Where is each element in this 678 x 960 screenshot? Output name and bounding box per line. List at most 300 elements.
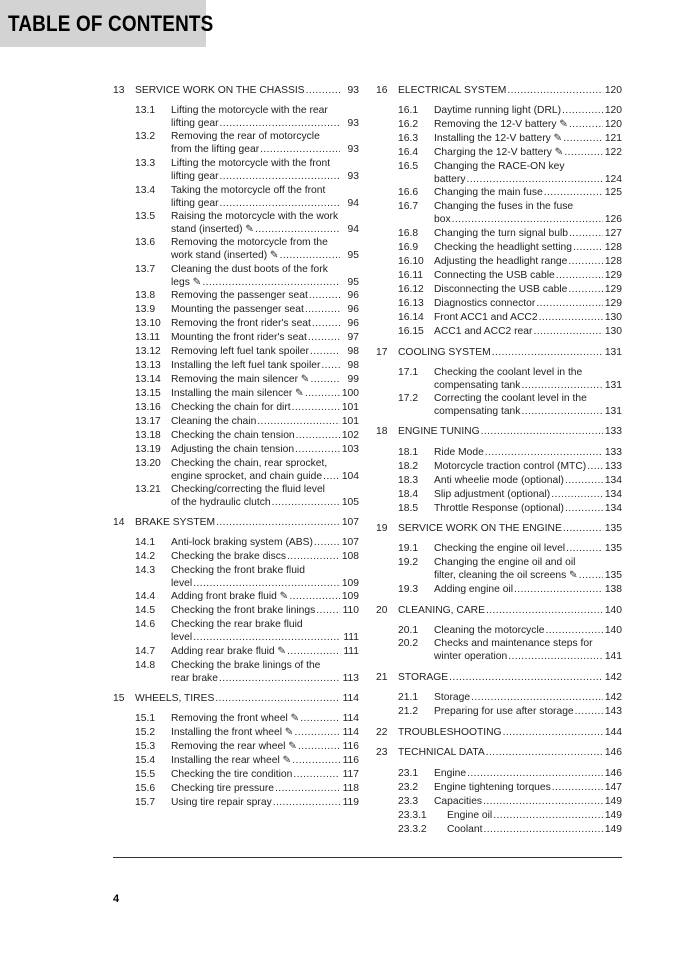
toc-dot-leader — [545, 625, 603, 637]
toc-entry-title: Using tire repair spray — [171, 797, 272, 808]
toc-dot-leader — [514, 584, 603, 596]
toc-entry-number: 21 — [376, 672, 388, 683]
toc-entry-title: COOLING SYSTEM — [398, 347, 491, 358]
toc-dot-leader — [544, 187, 603, 199]
toc-entry-number: 16.11 — [398, 270, 424, 281]
toc-page-number: 133 — [604, 426, 622, 437]
toc-entry-number: 23.2 — [398, 782, 419, 793]
toc-entry-title: Coolant — [447, 824, 483, 835]
toc-entry-number: 14.5 — [135, 605, 156, 616]
toc-dot-leader — [539, 312, 603, 324]
toc-dot-leader — [449, 672, 603, 684]
toc-entry-title: STORAGE — [398, 672, 449, 683]
toc-dot-leader — [216, 517, 340, 529]
toc-entry-title: Checking the coolant level in the — [434, 367, 583, 378]
toc-dot-leader — [481, 426, 603, 438]
toc-entry-title: lifting gear — [171, 198, 219, 209]
toc-entry-number: 13.3 — [135, 158, 156, 169]
toc-entry-number: 13.21 — [135, 484, 161, 495]
toc-entry-title: WHEELS, TIRES — [135, 693, 215, 704]
toc-entry-title: Checking the chain for dirt — [171, 402, 291, 413]
toc-page-number: 140 — [604, 625, 622, 636]
toc-entry-number: 13.7 — [135, 264, 156, 275]
toc-entry-number: 18.2 — [398, 461, 419, 472]
toc-page-number: 118 — [342, 783, 359, 794]
toc-entry-title: Changing the turn signal bulb — [434, 228, 568, 239]
toc-entry-number: 18.4 — [398, 489, 419, 500]
toc-entry-number: 17.1 — [398, 367, 419, 378]
toc-dot-leader — [273, 797, 340, 809]
toc-entry-title: ELECTRICAL SYSTEM — [398, 85, 507, 96]
toc-entry-title: Mounting the front rider's seat — [171, 332, 307, 343]
toc-page-number: 101 — [341, 416, 359, 427]
toc-entry-title: Installing the left fuel tank spoiler — [171, 360, 321, 371]
toc-dot-leader — [260, 144, 340, 156]
toc-entry-title: Adding front brake fluid ✎ — [171, 591, 289, 602]
toc-page-number: 127 — [604, 228, 622, 239]
toc-page-number: 120 — [604, 85, 622, 96]
toc-entry-title: Cleaning the dust boots of the fork — [171, 264, 328, 275]
toc-entry-title: Slip adjustment (optional) — [434, 489, 551, 500]
toc-entry-title: Removing the front rider's seat — [171, 318, 311, 329]
toc-entry-number: 13.9 — [135, 304, 156, 315]
toc-dot-leader — [563, 523, 603, 535]
toc-entry-number: 14.6 — [135, 619, 156, 630]
toc-page-number: 96 — [347, 290, 359, 301]
toc-entry-title: lifting gear — [171, 118, 219, 129]
toc-dot-leader — [272, 497, 340, 509]
toc-entry-number: 23.3.1 — [398, 810, 427, 821]
toc-entry-title: Checking/correcting the fluid level — [171, 484, 325, 495]
toc-page-number: 135 — [604, 570, 622, 581]
toc-dot-leader — [311, 374, 340, 386]
toc-entry-title: Removing the front wheel ✎ — [171, 713, 300, 724]
toc-page-number: 122 — [604, 147, 622, 158]
toc-entry-title: Removing the rear of motorcycle — [171, 131, 320, 142]
toc-entry-title: CLEANING, CARE — [398, 605, 485, 616]
toc-page-number: 128 — [604, 256, 622, 267]
toc-dot-leader — [310, 346, 340, 358]
toc-entry-title: Removing the rear wheel ✎ — [171, 741, 297, 752]
toc-entry-title: Changing the engine oil and oil — [434, 557, 576, 568]
toc-dot-leader — [300, 713, 340, 725]
toc-entry-title: Disconnecting the USB cable — [434, 284, 568, 295]
toc-entry-title: Taking the motorcycle off the front — [171, 185, 326, 196]
toc-entry-title: Adjusting the headlight range — [434, 256, 568, 267]
toc-entry-number: 16.13 — [398, 298, 424, 309]
toc-dot-leader — [193, 578, 340, 590]
toc-entry-number: 13.1 — [135, 105, 156, 116]
toc-page-number: 104 — [341, 471, 359, 482]
toc-dot-leader — [486, 747, 603, 759]
toc-entry-number: 14.2 — [135, 551, 156, 562]
toc-dot-leader — [220, 198, 340, 210]
toc-page-number: 134 — [604, 489, 622, 500]
toc-dot-leader — [280, 250, 340, 262]
toc-entry-title: Adding engine oil — [434, 584, 514, 595]
toc-page-number: 126 — [604, 214, 622, 225]
toc-dot-leader — [220, 171, 340, 183]
toc-entry-number: 13.8 — [135, 290, 156, 301]
toc-entry-title: level — [171, 578, 193, 589]
toc-page-number: 138 — [604, 584, 622, 595]
toc-page-number: 147 — [604, 782, 622, 793]
toc-dot-leader — [296, 430, 340, 442]
page-number: 4 — [113, 893, 120, 905]
toc-dot-leader — [551, 489, 603, 501]
toc-entry-number: 15 — [113, 693, 125, 704]
toc-dot-leader — [220, 118, 340, 130]
toc-page-number: 134 — [604, 503, 622, 514]
toc-page-number: 114 — [342, 713, 359, 724]
toc-dot-leader — [568, 256, 603, 268]
toc-page-number: 96 — [347, 318, 359, 329]
toc-entry-number: 14.4 — [135, 591, 156, 602]
toc-dot-leader — [564, 147, 603, 159]
toc-page-number: 93 — [347, 118, 359, 129]
toc-entry-number: 20.2 — [398, 638, 419, 649]
toc-entry-number: 16.12 — [398, 284, 424, 295]
toc-dot-leader — [573, 242, 603, 254]
toc-page-number: 97 — [347, 332, 359, 343]
toc-dot-leader — [485, 447, 603, 459]
toc-entry-title: Installing the 12-V battery ✎ — [434, 133, 563, 144]
toc-entry-number: 19.3 — [398, 584, 419, 595]
toc-entry-number: 22 — [376, 727, 388, 738]
toc-entry-number: 14.8 — [135, 660, 156, 671]
toc-dot-leader — [306, 85, 340, 97]
toc-dot-leader — [493, 810, 603, 822]
toc-dot-leader — [484, 824, 604, 836]
toc-entry-title: ACC1 and ACC2 rear — [434, 326, 533, 337]
toc-entry-number: 14.3 — [135, 565, 156, 576]
toc-dot-leader — [292, 755, 340, 767]
toc-entry-title: Installing the front wheel ✎ — [171, 727, 294, 738]
toc-entry-title: Diagnostics connector — [434, 298, 536, 309]
toc-page-number: 98 — [347, 346, 359, 357]
toc-page-number: 110 — [342, 605, 359, 616]
toc-page-number: 149 — [604, 824, 622, 835]
toc-page-number: 121 — [604, 133, 622, 144]
toc-entry-title: Ride Mode — [434, 447, 484, 458]
toc-entry-number: 13.12 — [135, 346, 161, 357]
toc-entry-number: 16 — [376, 85, 388, 96]
toc-entry-number: 14 — [113, 517, 125, 528]
toc-dot-leader — [471, 692, 603, 704]
toc-dot-leader — [309, 290, 340, 302]
toc-entry-title: SERVICE WORK ON THE ENGINE — [398, 523, 562, 534]
toc-entry-number: 13.10 — [135, 318, 161, 329]
toc-entry-title: ENGINE TUNING — [398, 426, 480, 437]
toc-dot-leader — [562, 105, 603, 117]
toc-page-number: 109 — [341, 591, 359, 602]
toc-entry-number: 14.1 — [135, 537, 156, 548]
toc-entry-number: 16.6 — [398, 187, 419, 198]
toc-page-number: 142 — [604, 672, 622, 683]
toc-page-number: 107 — [341, 517, 359, 528]
page-title: TABLE OF CONTENTS — [8, 11, 214, 36]
toc-page-number: 146 — [604, 747, 622, 758]
toc-entry-title: Adding rear brake fluid ✎ — [171, 646, 287, 657]
toc-entry-title: Engine — [434, 768, 467, 779]
toc-entry-title: Daytime running light (DRL) — [434, 105, 562, 116]
toc-page-number: 149 — [604, 810, 622, 821]
toc-dot-leader — [219, 673, 340, 685]
toc-entry-title: Checking the front brake linings — [171, 605, 316, 616]
toc-dot-leader — [492, 347, 603, 359]
toc-dot-leader — [486, 605, 603, 617]
toc-page-number: 142 — [604, 692, 622, 703]
toc-entry-title: Changing the RACE-ON key — [434, 161, 565, 172]
toc-entry-title: SERVICE WORK ON THE CHASSIS — [135, 85, 305, 96]
toc-dot-leader — [292, 402, 340, 414]
toc-entry-number: 18.3 — [398, 475, 419, 486]
toc-dot-leader — [308, 332, 340, 344]
toc-dot-leader — [257, 416, 340, 428]
toc-page-number: 101 — [341, 402, 359, 413]
toc-entry-title: compensating tank — [434, 406, 521, 417]
toc-dot-leader — [298, 741, 340, 753]
toc-entry-title: Checking the chain tension — [171, 430, 295, 441]
toc-entry-title: Preparing for use after storage — [434, 706, 574, 717]
toc-entry-title: legs ✎ — [171, 277, 202, 288]
toc-entry-number: 13 — [113, 85, 125, 96]
toc-page-number: 135 — [604, 543, 622, 554]
toc-dot-leader — [452, 214, 603, 226]
toc-entry-number: 15.3 — [135, 741, 156, 752]
toc-entry-title: battery — [434, 174, 466, 185]
toc-entry-number: 16.1 — [398, 105, 419, 116]
toc-page-number: 108 — [341, 551, 359, 562]
toc-entry-title: Engine oil — [447, 810, 493, 821]
toc-dot-leader — [312, 318, 340, 330]
toc-page-number: 100 — [341, 388, 359, 399]
toc-page-number: 141 — [604, 651, 622, 662]
toc-dot-leader — [275, 783, 340, 795]
toc-entry-title: Checking the brake discs — [171, 551, 287, 562]
toc-entry-title: box — [434, 214, 451, 225]
toc-dot-leader — [556, 270, 603, 282]
toc-entry-title: Checking the brake linings of the — [171, 660, 321, 671]
toc-entry-number: 15.1 — [135, 713, 156, 724]
toc-entry-number: 18.5 — [398, 503, 419, 514]
toc-entry-number: 16.10 — [398, 256, 424, 267]
toc-entry-number: 13.2 — [135, 131, 156, 142]
toc-dot-leader — [563, 133, 603, 145]
toc-dot-leader — [305, 388, 340, 400]
toc-page-number: 111 — [343, 646, 359, 657]
toc-entry-title: lifting gear — [171, 171, 219, 182]
toc-entry-number: 15.6 — [135, 783, 156, 794]
toc-entry-title: Adjusting the chain tension — [171, 444, 295, 455]
toc-entry-title: Installing the rear wheel ✎ — [171, 755, 292, 766]
toc-entry-number: 13.19 — [135, 444, 161, 455]
toc-entry-title: Raising the motorcycle with the work — [171, 211, 339, 222]
toc-page-number: 114 — [342, 693, 359, 704]
toc-entry-title: Removing the 12-V battery ✎ — [434, 119, 568, 130]
toc-entry-number: 21.1 — [398, 692, 419, 703]
toc-entry-number: 13.15 — [135, 388, 161, 399]
toc-dot-leader — [565, 475, 603, 487]
toc-page-number: 134 — [604, 475, 622, 486]
toc-page-number: 130 — [604, 326, 622, 337]
toc-dot-leader — [193, 632, 340, 644]
toc-entry-title: level — [171, 632, 193, 643]
toc-page-number: 93 — [347, 144, 359, 155]
toc-entry-number: 20.1 — [398, 625, 419, 636]
toc-entry-number: 13.13 — [135, 360, 161, 371]
toc-page-number: 107 — [341, 537, 359, 548]
toc-page-number: 133 — [604, 447, 622, 458]
toc-entry-title: Charging the 12-V battery ✎ — [434, 147, 564, 158]
toc-entry-number: 13.17 — [135, 416, 161, 427]
toc-dot-leader — [321, 360, 340, 372]
toc-entry-title: Checking the chain, rear sprocket, — [171, 458, 328, 469]
toc-entry-title: rear brake — [171, 673, 218, 684]
toc-entry-number: 19.2 — [398, 557, 419, 568]
toc-page-number: 129 — [604, 284, 622, 295]
toc-entry-title: filter, cleaning the oil screens ✎ — [434, 570, 578, 581]
toc-entry-title: of the hydraulic clutch — [171, 497, 271, 508]
toc-dot-leader — [507, 85, 603, 97]
toc-entry-title: Cleaning the chain — [171, 416, 257, 427]
toc-dot-leader — [316, 605, 340, 617]
toc-page-number: 129 — [604, 298, 622, 309]
toc-page-number: 102 — [341, 430, 359, 441]
toc-entry-number: 13.6 — [135, 237, 156, 248]
header-banner — [0, 0, 214, 47]
toc-entry-title: Checking the headlight setting — [434, 242, 572, 253]
toc-dot-leader — [202, 277, 340, 289]
toc-page-number: 129 — [604, 270, 622, 281]
toc-entry-title: Lifting the motorcycle with the rear — [171, 105, 328, 116]
toc-page-number: 149 — [604, 796, 622, 807]
toc-entry-title: engine sprocket, and chain guide — [171, 471, 323, 482]
toc-entry-title: Checking the engine oil level — [434, 543, 566, 554]
toc-page-number: 143 — [604, 706, 622, 717]
toc-entry-number: 17 — [376, 347, 388, 358]
toc-dot-leader — [305, 304, 340, 316]
toc-entry-number: 23.1 — [398, 768, 419, 779]
toc-page-number: 124 — [604, 174, 622, 185]
toc-page-number: 95 — [347, 250, 359, 261]
toc-entry-title: Engine tightening torques — [434, 782, 551, 793]
toc-page-number: 94 — [347, 224, 359, 235]
toc-page-number: 144 — [604, 727, 622, 738]
toc-page-number: 93 — [347, 171, 359, 182]
toc-entry-title: Lifting the motorcycle with the front — [171, 158, 331, 169]
toc-page-number: 131 — [604, 406, 622, 417]
toc-dot-leader — [255, 224, 340, 236]
toc-page-number: 96 — [347, 304, 359, 315]
toc-dot-leader — [289, 591, 340, 603]
toc-page-number: 105 — [341, 497, 359, 508]
toc-entry-title: Throttle Response (optional) — [434, 503, 564, 514]
toc-entry-title: Removing the motorcycle from the — [171, 237, 328, 248]
toc-page-number: 119 — [342, 797, 359, 808]
toc-entry-title: Checking the tire condition — [171, 769, 293, 780]
toc-page-number: 133 — [604, 461, 622, 472]
toc-dot-leader — [215, 693, 340, 705]
toc-entry-title: Checking tire pressure — [171, 783, 275, 794]
toc-entry-number: 17.2 — [398, 393, 419, 404]
toc-dot-leader — [483, 796, 603, 808]
toc-dot-leader — [508, 651, 603, 663]
toc-page-number: 93 — [347, 85, 359, 96]
toc-dot-leader — [569, 119, 603, 131]
toc-page-number: 109 — [341, 578, 359, 589]
toc-page-number: 125 — [604, 187, 622, 198]
toc-page-number: 94 — [347, 198, 359, 209]
toc-entry-number: 16.7 — [398, 201, 419, 212]
toc-entry-title: Checks and maintenance steps for — [434, 638, 593, 649]
toc-dot-leader — [566, 543, 603, 555]
toc-entry-title: Installing the main silencer ✎ — [171, 388, 304, 399]
toc-entry-number: 13.20 — [135, 458, 161, 469]
toc-entry-title: from the lifting gear — [171, 144, 260, 155]
toc-entry-title: TECHNICAL DATA — [398, 747, 485, 758]
toc-entry-number: 14.7 — [135, 646, 156, 657]
toc-entry-number: 13.18 — [135, 430, 161, 441]
toc-entry-title: Checking the rear brake fluid — [171, 619, 303, 630]
toc-entry-number: 15.5 — [135, 769, 156, 780]
toc-dot-leader — [587, 461, 603, 473]
toc-entry-title: Connecting the USB cable — [434, 270, 555, 281]
toc-dot-leader — [314, 537, 340, 549]
toc-entry-number: 16.2 — [398, 119, 419, 130]
toc-entry-title: TROUBLESHOOTING — [398, 727, 502, 738]
toc-dot-leader — [575, 706, 603, 718]
toc-entry-number: 16.8 — [398, 228, 419, 239]
toc-page-number: 135 — [604, 523, 622, 534]
toc-entry-number: 15.2 — [135, 727, 156, 738]
toc-page-number: 116 — [342, 741, 359, 752]
toc-entry-title: Cleaning the motorcycle — [434, 625, 545, 636]
toc-entry-number: 16.15 — [398, 326, 424, 337]
toc-dot-leader — [287, 551, 340, 563]
toc-entry-number: 21.2 — [398, 706, 419, 717]
toc-entry-title: Changing the main fuse — [434, 187, 543, 198]
toc-dot-leader — [466, 174, 603, 186]
toc-entry-number: 19 — [376, 523, 388, 534]
toc-dot-leader — [521, 380, 603, 392]
toc-entry-number: 20 — [376, 605, 388, 616]
toc-dot-leader — [579, 570, 603, 582]
toc-dot-leader — [569, 228, 603, 240]
toc-page-number: 128 — [604, 242, 622, 253]
toc-entry-number: 13.16 — [135, 402, 161, 413]
toc-entry-number: 16.4 — [398, 147, 419, 158]
toc-entry-number: 15.7 — [135, 797, 156, 808]
toc-dot-leader — [295, 727, 340, 739]
toc-page-number: 131 — [604, 380, 622, 391]
toc-entry-number: 16.3 — [398, 133, 419, 144]
toc-entry-number: 23 — [376, 747, 388, 758]
toc-entry-title: BRAKE SYSTEM — [135, 517, 216, 528]
toc-entry-title: Removing left fuel tank spoiler — [171, 346, 309, 357]
toc-page-number: 117 — [342, 769, 359, 780]
toc-entry-number: 19.1 — [398, 543, 419, 554]
toc-page-number: 95 — [347, 277, 359, 288]
toc-dot-leader — [467, 768, 603, 780]
toc-entry-number: 13.4 — [135, 185, 156, 196]
toc-dot-leader — [536, 298, 603, 310]
toc-entry-title: Motorcycle traction control (MTC) — [434, 461, 587, 472]
toc-dot-leader — [323, 471, 340, 483]
toc-entry-number: 18 — [376, 426, 388, 437]
toc-entry-title: Anti-lock braking system (ABS) — [171, 537, 313, 548]
toc-entry-title: Capacities — [434, 796, 483, 807]
